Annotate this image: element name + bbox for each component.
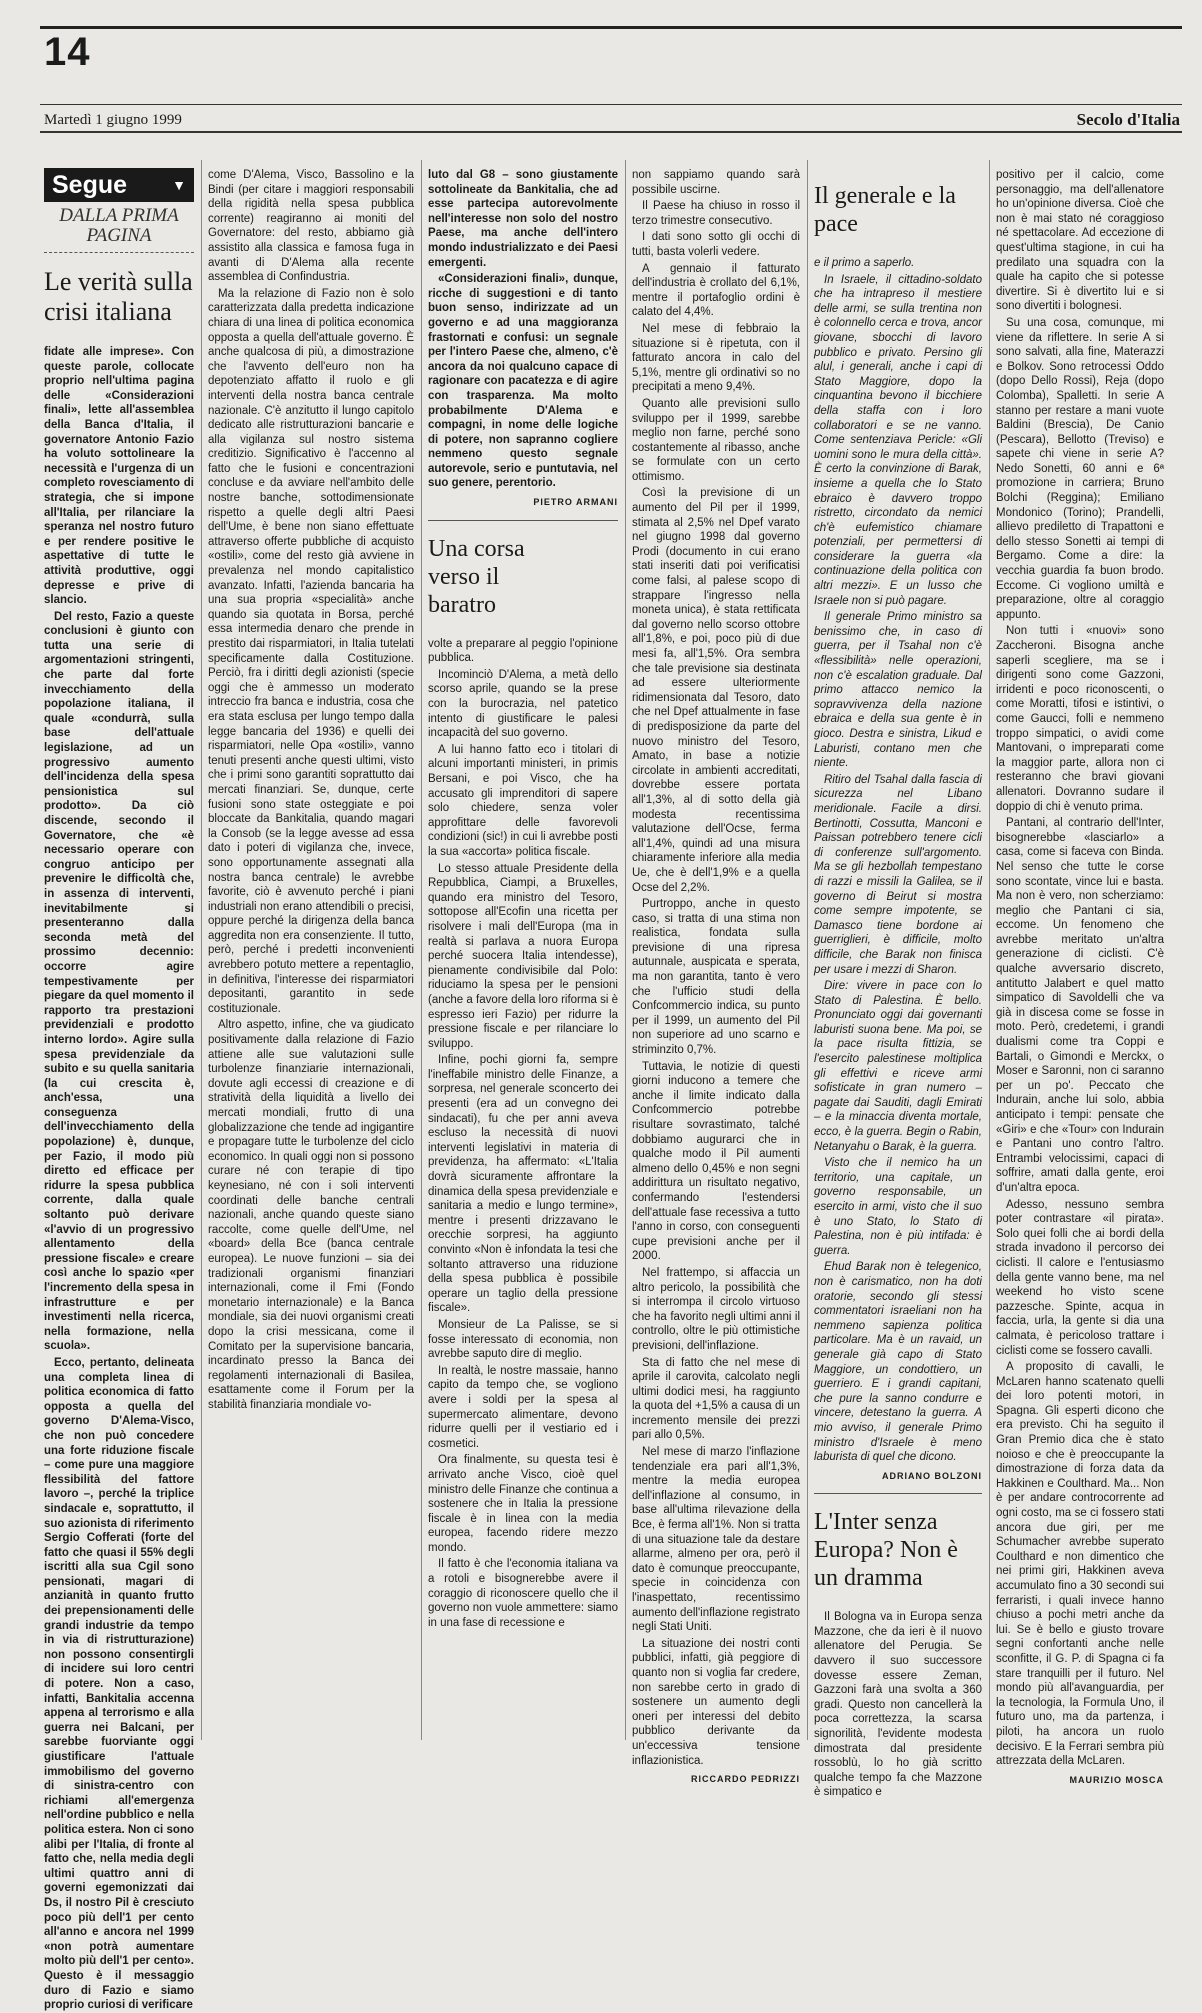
article2-paragraph: Quanto alle previsioni sullo sviluppo per il 1999, sarebbe meglio non farne, perché sono costantemente al ribasso, anche se formulate con un certo ottimismo. <box>632 397 800 483</box>
article-divider <box>428 520 618 521</box>
article2-paragraph: La situazione dei nostri conti pubblici, infatti, già peggiore di quanto non si voglia far credere, non sarebbe certo in grado di sostenere un aumento degli oneri per interessi del debito pubblico derivante da un'eccessiva tensione inflazionistica. <box>632 1637 800 1767</box>
article4-paragraph: Adesso, nessuno sembra poter contrastare «il pirata». Solo quei folli che ai bordi della strada invadono il percorso dei ciclisti. Il calore e l'entusiasmo della gente vanno bene, ma nel weekend ho visto scene pazzesche. Spinte, acqua in faccia, urla, la gente si dia una calmata, è pericoloso trattare i ciclisti come se fossero cavalli. <box>996 1198 1164 1357</box>
article-divider <box>814 1493 982 1494</box>
issue-date: Martedì 1 giugno 1999 <box>44 112 182 128</box>
article2-paragraph: Ora finalmente, su questa tesi è arrivato anche Visco, cioè quel ministro delle Finanze che continua a sostenere che in Italia la pressione fiscale è in linea con la media europea, facendo ridere mezzo mondo. <box>428 1454 618 1554</box>
article1-paragraph: come D'Alema, Visco, Bassolino e la Bindi (per citare i maggiori responsabili della rigidità nella spesa pubblica corrente) reagiranno ai moniti del Governatore: del resto, abbiamo già assistito alla classica e famosa fuga in avanti di D'Alema alla recente assemblea di Confindustria. <box>208 169 414 284</box>
article3-paragraph: Ehud Barak non è telegenico, non è carismatico, non ha doti oratorie, secondo gli stessi commentatori israeliani non ha nemmeno sapienza politica particolare. Ma è un ravaid, un generale già capo di Stato Maggiore, un condottiero, un guerriero. E i grandi capitani, che pure la sanno condurre e vincere, detestano la guerra. A mio avviso, il generale Primo ministro d'Israele è meno laburista di quel che dicono. <box>814 1261 982 1464</box>
article3-paragraph: In Israele, il cittadino-soldato che ha intrapreso il mestiere delle armi, se sulla trentina non è colonnello cerca e trova, ancor giovane, sbocchi di lavoro pubblico e privato. Persino gli alul, i generali, anche i capi di Stato Maggiore, dopo la cinquantina bevono il bicchiere della staffa con i loro collaboratori e se ne vanno. Come sentenziava Pericle: «Gli uomini sono le mura della città». È certo la convinzione di Barak, insieme a quella che lo Stato ebraico è davvero troppo ristretto, circondato da nemici ch'è eufemistico chiamare potenziali, per permettersi di considerare la guerra «la continuazione della politica con altri mezzi». E un lusso che Israele non si può pagare. <box>814 273 982 607</box>
segue-subtitle: DALLA PRIMA PAGINA <box>44 202 194 253</box>
column-divider <box>989 160 990 1740</box>
article3-headline: Il generale e la pace <box>814 183 956 237</box>
article2-paragraph: volte a preparare al peggio l'opinione pubblica. <box>428 637 618 665</box>
article1-paragraph: Ecco, pertanto, delineata una completa linea di politica economica di fatto opposta a quella del governo D'Alema-Visco, che non può concedere una forte riduzione fiscale – come pure una maggiore flessibilità del fattore lavoro –, perché la triplice sindacale e, soprattutto, il suo azionista di riferimento Sergio Cofferati (forte del fatto che quasi il 55% degli iscritti alla sua Cgil sono pensionati, magari di anzianità in quanto frutto dei prepensionamenti delle grandi industrie da tempo in via di ristrutturazione) non possono consentirgli di incidere sui loro centri di potere. Non a caso, infatti, Bankitalia accenna appena al terrorismo e alla guerra nei Balcani, per sarebbe fuorviante oggi giustificare l'attuale immobilismo del governo di sinistra-centro con richiami all'emergenza nell'ordine pubblico e nella politica estera. Non ci sono alibi per l'Italia, di fronte al fatto che, nella media degli ultimi quattro anni di governi egemonizzati dai Ds, il nostro Pil è cresciuto poco più dell'1 per cento all'anno e ancora nel 1999 «non potrà aumentare molto più dell'1 per cento». Questo è il messaggio duro di Fazio e siamo proprio curiosi di verificare <box>44 1356 194 2012</box>
header-rule <box>40 104 1182 105</box>
article4-paragraph: Il Bologna va in Europa senza Mazzone, che da ieri è il nuovo allenatore del Perugia. Se davvero il suo successore dovesse essere Zeman, Gazzoni farà una svolta a 360 gradi. Questo non cancellerà la poca correttezza, la scarsa signorilità, l'evidente modesta dimostrata dal presidente rossoblù, lo ho già scritto qualche tempo fa che Mazzone è simpatico e <box>814 1611 982 1799</box>
column-divider <box>201 160 202 1740</box>
article1-paragraph: luto dal G8 – sono giustamente sottolineate da Bankitalia, che ad esse partecipa autorevolmente nell'interesse non solo del nostro Paese, ma anche dell'intero mondo industrializzato e dei Paesi emergenti. <box>428 169 618 269</box>
header-rule-bottom <box>40 131 1182 133</box>
column-2 <box>208 168 414 1738</box>
article3-paragraph: Il generale Primo ministro sa benissimo che, in caso di guerra, per il Tsahal non c'è «flessibilità» nelle operazioni, non c'è escalation graduale. Dal primo attacco nemico la sopravvivenza della nazione ebraica e della sua gente è in gioco. Destra e sinistra, Likud e Laburisti, contano men che niente. <box>814 611 982 770</box>
article2-paragraph: Infine, pochi giorni fa, sempre l'ineffabile ministro delle Finanze, a sorpresa, nel generale sconcerto dei presenti (era ad un convegno dei sindacati), fu che per anni aveva escluso la necessità di nuovi interventi legislativi in materia di previdenza, ha affermato: «L'Italia dovrà sicuramente affrontare la dinamica della spesa previdenziale e sanitaria a medio e lungo termine», mentre i presenti drizzavano le orecchie sorpresi, ha aggiunto convinto «Non è infondata la tesi che soltanto attraverso una riduzione della spesa pubblica è possibile operare un taglio della pressione fiscale». <box>428 1054 618 1315</box>
article4-signature: MAURIZIO MOSCA <box>1069 1774 1164 1785</box>
article2-signature: RICCARDO PEDRIZZI <box>691 1774 800 1785</box>
article2-paragraph: Purtroppo, anche in questo caso, si tratta di una stima non realistica, fondata sulla previsione di una ripresa autunnale, auspicata e sperata, ma non garantita, tanto è vero che l'ufficio studi della Confcommercio indica, su punto per il 1999, un aumento del Pil non superiore ad uno scarno e striminzito 0,7%. <box>632 898 800 1057</box>
article1-paragraph: Del resto, Fazio a queste conclusioni è giunto con tutta una serie di argomentazioni stringenti, che parte dal forte invecchiamento della popolazione italiana, il quale «condurrà, sulla base dell'attuale legislazione, ad un progressivo aumento dell'incidenza della spesa pensionistica sul prodotto». Da ciò discende, secondo il Governatore, che «è necessario operare con congruo anticipo per prevenire le difficoltà che, in assenza di interventi, inevitabilmente si presenteranno dalla seconda metà del prossimo decennio: occorre agire tempestivamente per piegare da quel momento il rapporto tra prestazioni previdenziali e prodotto interno lordo». Agire sulla spesa previdenziale da subito e su quella sanitaria (la cui crescita è, anch'essa, una conseguenza dell'invecchiamento della popolazione) è, dunque, per Fazio, il modo più diretto ed efficace per ridurre la spesa pubblica corrente, dalla quale soltanto può derivare «l'avvio di un progressivo allentamento della pressione fiscale» e creare così anche lo spazio «per l'incremento della spesa in infrastrutture e per investimenti nella ricerca, nella formazione, nella scuola». <box>44 610 194 1353</box>
article2-paragraph: Sta di fatto che nel mese di aprile il carovita, calcolato negli ultimi dodici mesi, ha raggiunto la quota del +1,5% a causa di un incremento mensile dei prezzi pari allo 0,5%. <box>632 1356 800 1442</box>
column-divider <box>625 160 626 1740</box>
article2-paragraph: Nel mese di marzo l'inflazione tendenziale era pari all'1,3%, mentre la media europea dell'inflazione al consumo, in base all'ultima rilevazione della Bce, è ferma all'1%. Non si tratta di una situazione tale da destare allarme, almeno per ora, però il dato è comunque preoccupante, specie in coincidenza con l'inaspettato, recentissimo aumento dell'inflazione registrato negli Stati Uniti. <box>632 1446 800 1634</box>
article2-paragraph: Il fatto è che l'economia italiana va a rotoli e bisognerebbe avere il coraggio di riconoscere quello che il governo non vuole ammettere: siamo in una fase di recessione e <box>428 1558 618 1629</box>
article4-paragraph: Su una cosa, comunque, mi viene da riflettere. In serie A si sono salvati, alla fine, Materazzi e Bolkov. Sono retrocessi Oddo (dopo Dello Rossi), Reja (dopo Colomba), Spalletti. In serie A stanno per restare a mani vuote Baldini (Brescia), De Canio (Pescara), Bellotto (Treviso) e sapete chi viene in serie A? Nedo Sonetti, 60 anni e 6ª promozione in carriera; Bruno Bolchi (Reggina); Emiliano Mondonico (Torino); Prandelli, allievo prediletto di Trapattoni e dello stesso Sonetti ai tempi di Bergamo. Come a dire: la vecchia guardia fa buon brodo. Eccome. Ci vogliono umiltà e preparazione, oltre al coraggio appunto. <box>996 316 1164 621</box>
article3-paragraph: Ritiro del Tsahal dalla fascia di sicurezza nel Libano meridionale. Facile a dirsi. Bertinotti, Cossutta, Manconi e Paissan potrebbero tenere cicli di conferenze sull'argomento. Ma se gli hezbollah tempestano di razzi e missili la Galilea, se il governo di Beirut si mostra come sempre impotente, se Damasco tiene bordone ai guerriglieri, è difficile, molto difficile, che Barak non finisca per usare i mezzi di Sharon. <box>814 773 982 976</box>
segue-label: Segue <box>52 170 128 199</box>
article2-headline: Una corsa verso il baratro <box>428 535 525 618</box>
article2-paragraph: I dati sono sotto gli occhi di tutti, basta volerli vedere. <box>632 231 800 258</box>
arrow-down-icon: ▼ <box>172 176 186 193</box>
column-4 <box>632 168 800 1785</box>
page-number: 14 <box>44 30 91 74</box>
article2-paragraph: Lo stesso attuale Presidente della Repubblica, Ciampi, a Bruxelles, quando era ministro del Tesoro, sottopose all'Ecofin una ricetta per risolvere i mali dell'Europa (ma in realtà si parlava a nuora Europa perché suocera Italia intendesse), pienamente condivisibile dal Polo: riduciamo la spesa per le pensioni (anche a favore della loro riforma si è espresso ieri Fazio) per ridurre la pressione fiscale e per rilanciare lo sviluppo. <box>428 862 618 1050</box>
article2-paragraph: A lui hanno fatto eco i titolari di alcuni importanti ministeri, in primis Bersani, e poi Visco, che ha accusato gli imprenditori di sapere solo chiedere, senza voler approfittare delle favorevoli condizioni (sic!) in cui li avrebbe posti la sua «accorta» politica fiscale. <box>428 743 618 858</box>
article3-paragraph: Dire: vivere in pace con lo Stato di Palestina. È bello. Pronunciato oggi dai governanti laburisti suona bene. Ma poi, se la pace risulta fittizia, se l'esercito palestinese moltiplica gli effettivi e riceve armi sofisticate in gran numero – pagate dai Sauditi, dagli Emirati – e la minaccia diventa mortale, ecco, è la guerra. Begin o Rabin, Netanyahu o Barak, è la guerra. <box>814 980 982 1153</box>
article1-paragraph: Ma la relazione di Fazio non è solo caratterizzata dalla predetta indicazione chiara di una linea di politica economica opposta a quella dell'attuale governo. È anche qualcosa di più, a dimostrazione che l'avvento dell'euro non ha depotenziato affatto il ruolo e gli interventi della nostra banca centrale nazionale. C'è anzitutto il lungo capitolo dedicato alle ristrutturazioni bancarie e alla vigilanza sul nostro sistema creditizio. Significativo è l'accenno al fatto che le fusioni e concentrazioni concluse e da avviare nell'ambito delle nostre banche, sottodimensionate rispetto a quelle degli altri Paesi dell'Ume, è bene non siano effettuate attraverso offerte pubbliche di acquisto «ostili», come del resto già avviene in prevalenza nel mondo capitalistico avanzato. Infatti, l'azienda bancaria ha una sua propria «specialità» anche quando sia quotata in Borsa, perché essa intermedia denaro che prende in prestito dai risparmiatori, in Italia tutelati specificamente dalla Costituzione. Perciò, fra i diritti degli azionisti (specie oggi che è ammesso un moderato intreccio fra banca e industria, cosa che era stata esclusa per lungo tempo dalla legge bancaria del 1936) e quelli dei risparmiatori, nelle Opa «ostili», vanno tenuti presenti anche questi ultimi, visto che i primi sono garantiti soprattutto dai mercati finanziari. Se, dunque, certe fusioni sono state osteggiate e poi bloccate da Bankitalia, quando magari la Consob (se la legge avesse ad essa dato i poteri di vigilanza che, invece, sono opportunamente assegnati alla nostra banca centrale) le avrebbe favorite, ciò è avvenuto perché i piani industriali non erano attendibili o precisi, oppure perché la dirigenza della banca aggredita non era consenziente. Il tutto, però, perché i predetti inconvenienti avrebbero potuto mettere a repentaglio, in definitiva, l'interesse dei risparmiatori depositanti, garantito in sede costituzionale. <box>208 287 414 1015</box>
column-divider <box>807 160 808 1740</box>
article2-paragraph: Il Paese ha chiuso in rosso il terzo trimestre consecutivo. <box>632 200 800 227</box>
column-5 <box>814 168 982 1799</box>
article3-paragraph: e il primo a saperlo. <box>814 257 915 269</box>
article1-headline: Le verità sulla crisi italiana <box>44 267 193 326</box>
article2-paragraph: non sappiamo quando sarà possibile uscirne. <box>632 169 800 196</box>
article1-signature: PIETRO ARMANI <box>533 497 618 508</box>
segue-box <box>44 168 194 202</box>
article1-lead: fidate alle imprese». Con queste parole, collocate proprio nell'ultima pagina delle «Considerazioni finali», lette all'assemblea della Banca d'Italia, il governatore Antonio Fazio ha voluto sottolineare la necessità e l'urgenza di un completo rovesciamento di strategia, che si impone all'Italia, per rilanciare la speranza nel nostro futuro e per rendere positive le aspettative di tutte le attività produttive, oggi depresse e prive di slancio. <box>44 346 194 607</box>
article2-paragraph: In realtà, le nostre massaie, hanno capito da tempo che, se vogliono avere i soldi per la spesa al supermercato alimentare, devono ridurre quelli per il vestiario ed i cosmetici. <box>428 1364 618 1450</box>
masthead: Secolo d'Italia <box>1076 110 1180 129</box>
article4-paragraph: Non tutti i «nuovi» sono Zaccheroni. Bisogna anche saperli scegliere, ma se i dirigenti sono come Gazzoni, irridenti e poco riconoscenti, o come Moratti, tifosi e istintivi, o come Gaucci, folli e nemmeno troppo simpatici, o avidi come Mantovani, o impreparati come la maggior parte, allora non ci resteranno che bravi giovani allenatori. Dovranno sudare il doppio di chi è venuto prima. <box>996 625 1164 813</box>
column-1 <box>44 168 194 2012</box>
article2-paragraph: A gennaio il fatturato dell'industria è crollato del 6,1%, mentre il portafoglio ordini è calato del 4,4%. <box>632 262 800 319</box>
article2-paragraph: Incominciò D'Alema, a metà dello scorso aprile, quando se la prese con la burocrazia, nel patetico intento di giustificare le palesi incapacità del suo governo. <box>428 668 618 740</box>
article3-paragraph: Visto che il nemico ha un territorio, una capitale, un governo responsabile, un esercito in armi, visto che il suo è uno Stato, lo Stato di Palestina, non è più intifada: è guerra. <box>814 1157 982 1257</box>
column-divider <box>421 160 422 1740</box>
top-rule <box>40 26 1182 29</box>
article4-paragraph: positivo per il calcio, come personaggio, ma dell'allenatore ho un'opinione diversa. Cioè che non è mai stato né coraggioso né spettacolare. Ad eccezione di quest'ultima stagione, in cui ha predilato una squadra con la quale ha capito che si potesse divertire. Si è divertito lui e si sono divertiti i bolognesi. <box>996 169 1164 313</box>
article2-paragraph: Nel frattempo, si affaccia un altro pericolo, la possibilità che si interrompa il circolo virtuoso che ha favorito negli ultimi anni il controllo, oltre le più ottimistiche previsioni, dell'inflazione. <box>632 1266 800 1352</box>
article3-signature: ADRIANO BOLZONI <box>882 1470 982 1481</box>
article1-paragraph: Altro aspetto, infine, che va giudicato positivamente dalla relazione di Fazio attiene alle sue valutazioni sulle turbolenze finanziarie internazionali, dovute agli eccessi di creazione e di stratività della liquidità a livello dei mercati mondiali, frutto di una globalizzazione che tende ad ingigantire e propagare tutte le turbolenze del ciclo economico. In quali oggi non si possono curare né con terapie di tipo keynesiano, né con i soli interventi coordinati delle banche centrali nazionali, anche quando queste siano raccolte, come quelle dell'Ume, nel «board» della Bce (banca centrale europea). Le nuove funzioni – sia dei tradizionali organismi finanziari internazionali, come il Fmi (Fondo monetario internazionale) e la Banca mondiale, sia dei nuovi organismi creati dopo la crisi messicana, come il Comitato per la supervisione bancaria, incardinato presso la Banca dei regolamenti internazionali di Basilea, esattamente come il Forum per la stabilità finanziaria mondiale vo- <box>208 1019 414 1411</box>
article2-paragraph: Così la previsione di un aumento del Pil per il 1999, stimata al 2,5% nel Dpef varato nel giugno 1998 dal governo Prodi (documento in cui erano stati inseriti dati poi verificatisi come falsi, al palese scopo di strappare l'ingresso nella moneta unica), è stata rettificata dal governo nello scorso ottobre all'1,8%, e poi, poco più di due mesi fa, all'1,5%. Ora sembra che tale previsione sia destinata ad essere ulteriormente ridimensionata dal Tesoro, dato che nel Dpef attualmente in fase di predisposizione da parte del nuovo ministro del Tesoro, Amato, in base a notizie circolate in ambienti accreditati, dovrebbe essere portata all'1,3%, al di sotto della già modesta recentissima valutazione dell'Ocse, ferma all'1,4%, quindi ad una misura chiaramente inferiore alla media Ue, che è dell'1,9% e a quella Ocse del 2,2%. <box>632 487 800 894</box>
article1-paragraph: «Considerazioni finali», dunque, ricche di suggestioni e di tanto buon senso, indirizzate ad un governo e ad una maggioranza frastornati e confusi: un segnale per l'intero Paese che, almeno, c'è ancora da noi qualcuno capace di ragionare con pacatezza e di agire con trasparenza. Ma molto probabilmente D'Alema e compagni, in nome delle logiche di potere, non sapranno cogliere nemmeno questo segnale autorevole, serio e puntutavia, nel suo genere, perentorio. <box>428 273 618 490</box>
article4-paragraph: A proposito di cavalli, le McLaren hanno scatenato quelli dei loro potenti motori, in Spagna. Gli esperti dicono che era previsto. Chi ha seguito il Gran Premio dica che è stato noioso e che è preoccupante la dimostrazione di forza data da Hakkinen e Coulthard. Ma... Non è per andare controcorrente ad ogni costo, ma se ci fossero stati ancora due giri, per me Schumacher avrebbe superato Coulthard e non dimentico che nei primi giri, Hakkinen aveva accumulato fino a 30 secondi sui ferraristi, i quali invece hanno chiuso a pochi metri anche da lui. Se è bello e giusto trovare segni confortanti anche nelle sconfitte, il G. P. di Spagna ci fa stare tranquilli per il futuro. Nel mondo più all'avanguardia, per la tecnologia, la Formula Uno, il futuro uno, ma da partenza, i piloti, ha ancora un ruolo decisivo. E la Ferrari sembra più attrezzata della McLaren. <box>996 1361 1164 1768</box>
article4-headline: L'Inter senza Europa? Non è un dramma <box>814 1509 958 1592</box>
article2-paragraph: Monsieur de La Palisse, se si fosse interessato di economia, non avrebbe saputo dire di meglio. <box>428 1318 618 1361</box>
column-6 <box>996 168 1164 1785</box>
article2-paragraph: Nel mese di febbraio la situazione si è ripetuta, con il fatturato ancora in calo del 5,1%, mentre gli ordinativi so no precipitati a meno 9,4%. <box>632 322 800 394</box>
article4-paragraph: Pantani, al contrario dell'Inter, bisognerebbe «lasciarlo» a casa, come si faceva con Binda. Nel senso che tutte le corse sono scontate, vince lui e basta. Ma non è vero, non scherziamo: meglio che Pantani ci sia, eccome. Un fenomeno che avrebbe meritato un'altra generazione di ciclisti. C'è qualche avversario discreto, antitutto Jalabert e quel matto simpatico di Savoldelli che va già in discesa come se fosse in moto. Però, credetemi, i grandi dualismi come tra Coppi e Bartali, o Gimondi e Merckx, o Moser e Saronni, non ci saranno per un po'. Peccato che Indurain, anche lui solo, abbia anticipato i tempi: pensate che «Giri» e che «Tour» con Indurain e Pantani uno contro l'altro. Entrambi velocissimi, capaci di soffrire, amati dalla gente, eroi d'un'altra epoca. <box>996 817 1164 1194</box>
column-3 <box>428 168 618 1738</box>
article2-paragraph: Tuttavia, le notizie di questi giorni inducono a temere che anche il limite indicato dalla Confcommercio potrebbe risultare sovrastimato, talché dobbiamo augurarci che in qualche modo il Pil aumenti almeno dello 0,45% e non segni addirittura un risultato negativo, confermando l'estendersi dell'attuale fase recessiva a tutto l'anno in corso, con conseguenti cupe previsioni anche per il 2000. <box>632 1060 800 1263</box>
